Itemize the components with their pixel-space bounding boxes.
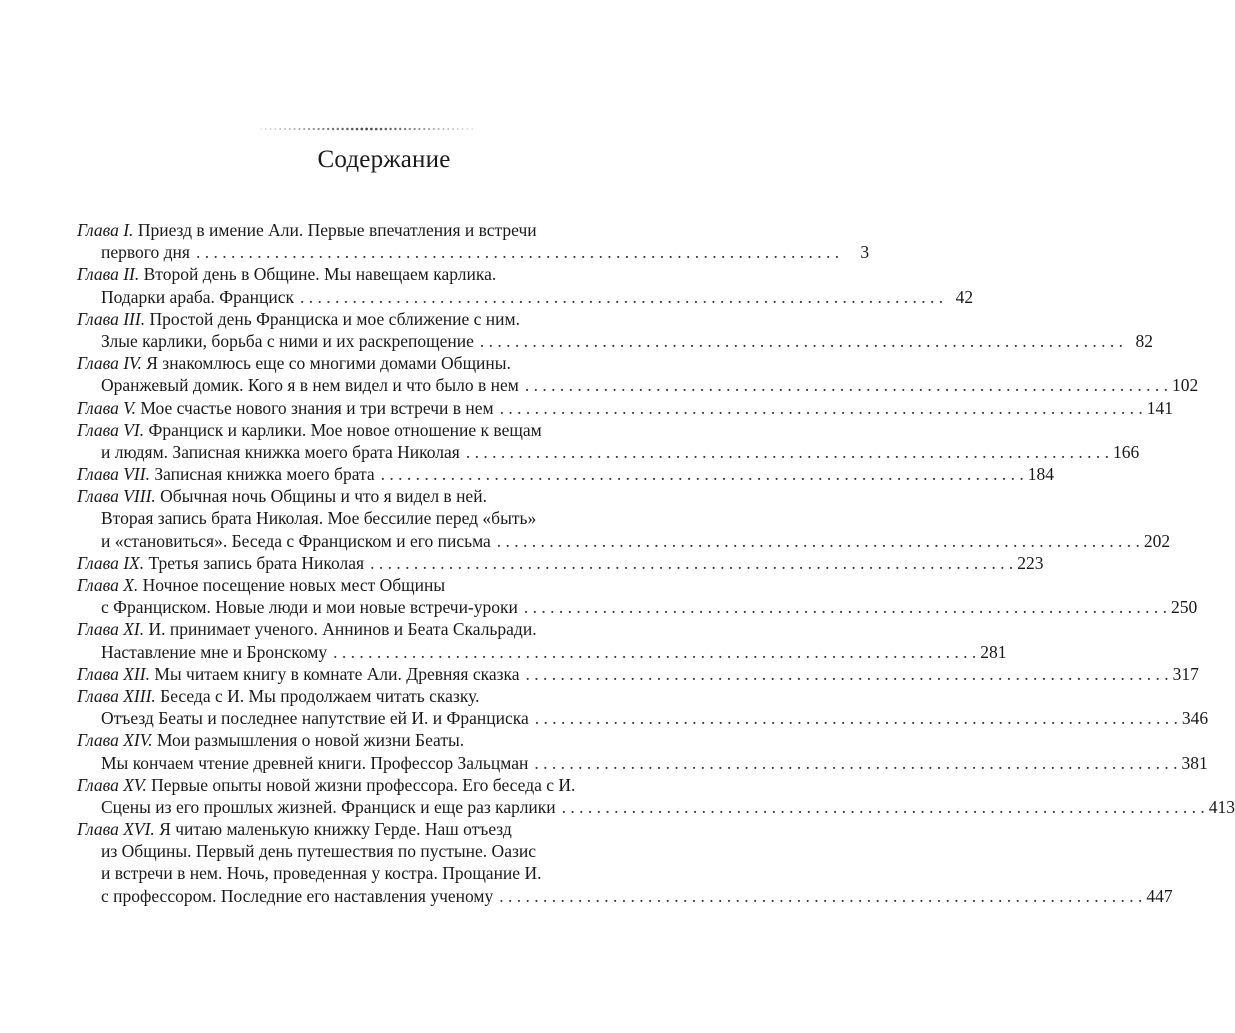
ornament-dot <box>413 128 415 130</box>
ornament-dot <box>438 128 440 130</box>
ornament-dot <box>467 128 469 130</box>
entry-title-line: Беседа с И. Мы продолжаем читать сказку. <box>160 685 480 706</box>
toc-entry <box>77 663 1199 685</box>
toc-line <box>77 419 665 441</box>
toc-row <box>101 241 870 263</box>
ornament-dot <box>327 128 329 130</box>
toc-line <box>77 574 665 596</box>
toc-line <box>77 441 1140 463</box>
toc-row <box>101 796 1235 818</box>
ornament-dot <box>289 128 291 130</box>
ornament-dot <box>274 128 276 130</box>
dot-leader <box>327 641 980 663</box>
entry-title-line: Простой день Франциска и мое сближение с ним. <box>149 308 520 329</box>
dot-leader <box>190 241 843 263</box>
ornament-dot <box>365 128 368 131</box>
page-number: 413 <box>1208 796 1235 817</box>
dot-leader <box>474 330 1127 352</box>
ornament-dot <box>298 128 300 130</box>
toc-row <box>77 397 1173 419</box>
chapter-label: Глава VIII. <box>77 486 156 507</box>
ornament-dot <box>385 128 388 131</box>
dot-leader <box>520 663 1173 685</box>
ornament-dot <box>404 128 406 130</box>
toc-line <box>77 885 1173 907</box>
chapter-label: Глава XI. <box>77 619 145 640</box>
ornament-dot <box>265 128 267 130</box>
page-number: 184 <box>1027 464 1055 485</box>
dotted-ornament <box>258 123 480 135</box>
ornament-dot <box>428 128 430 130</box>
page-number: 3 <box>860 242 870 263</box>
ornament-dot <box>303 128 305 130</box>
toc-line <box>77 485 665 507</box>
ornament-dot <box>433 128 435 130</box>
chapter-label: Глава X. <box>77 575 139 595</box>
entry-title-line: и людям. Записная книжка моего брата Николая <box>101 441 460 462</box>
entry-title-line: Сцены из его прошлых жизней. Франциск и еще раз карлики <box>101 796 556 817</box>
toc-line <box>77 374 1199 396</box>
ornament-dot <box>346 128 349 131</box>
entry-title-line: с Франциском. Новые люди и мои новые встречи-уроки <box>101 597 518 618</box>
toc-row <box>101 441 1140 463</box>
toc-line <box>77 308 665 330</box>
toc-row <box>101 707 1209 729</box>
dot-leader <box>375 463 1028 485</box>
dot-leader <box>364 552 1017 574</box>
toc-line <box>77 685 665 707</box>
toc-line <box>77 774 665 796</box>
toc-text <box>101 530 491 552</box>
ornament-dot <box>452 128 454 130</box>
ornament-dot <box>317 128 319 130</box>
entry-title-line: Я знакомлюсь еще со многими домами Общины. <box>146 353 511 374</box>
ornament-dot <box>356 128 359 131</box>
chapter-label: Глава II. <box>77 264 140 285</box>
toc-line <box>77 729 665 751</box>
page-number: 223 <box>1017 552 1044 573</box>
dot-leader <box>491 530 1144 552</box>
entry-title-line: Второй день в Общине. Мы навещаем карлика. <box>143 264 497 285</box>
ornament-dot <box>322 128 324 130</box>
chapter-label: Глава IX. <box>77 552 145 573</box>
toc-entry <box>77 618 1007 662</box>
entry-title-line: Мое счастье нового знания и три встречи в нем <box>140 397 494 418</box>
entry-title-line: Мы читаем книгу в комнате Али. Древняя сказка <box>154 663 520 684</box>
entry-title-line: Злые карлики, борьба с ними и их раскрепощение <box>101 330 474 351</box>
toc-line <box>77 286 974 308</box>
toc-entry <box>77 774 1235 818</box>
chapter-label: Глава XV. <box>77 774 147 795</box>
ornament-dot <box>260 128 262 130</box>
page-number: 202 <box>1143 530 1171 551</box>
entry-title-line: Первые опыты новой жизни профессора. Его беседа с И. <box>151 774 576 795</box>
toc-row <box>101 885 1173 907</box>
toc-line <box>77 552 1044 574</box>
toc-text <box>101 374 519 396</box>
toc-row <box>101 752 1208 774</box>
ornament-dot <box>337 128 339 130</box>
ornament-dot <box>370 128 373 131</box>
toc-line <box>77 618 665 640</box>
toc-entry <box>77 729 1208 773</box>
toc-entry <box>77 219 870 263</box>
toc-row <box>77 663 1199 685</box>
toc-entry <box>77 574 1198 618</box>
toc-line <box>77 862 665 884</box>
toc-line <box>77 840 665 862</box>
toc-text <box>101 796 556 818</box>
ornament-dot <box>332 128 334 130</box>
ornament-dot <box>457 128 459 130</box>
entry-title-line: с профессором. Последние его наставления ученому <box>101 885 494 906</box>
entry-title-line: первого дня <box>101 242 190 263</box>
ornament-dot <box>394 128 396 130</box>
ornament-dot <box>423 128 425 130</box>
entry-title-line: Третья запись брата Николая <box>148 552 365 573</box>
chapter-label: Глава III. <box>77 308 146 329</box>
toc-text <box>77 397 494 419</box>
ornament-dot <box>389 128 391 130</box>
toc-entry <box>77 419 1140 463</box>
ornament-dot <box>471 128 473 130</box>
toc-row <box>101 596 1198 618</box>
toc-text <box>77 463 375 485</box>
toc-line <box>77 530 1171 552</box>
entry-title-line: из Общины. Первый день путешествия по пустыне. Оазис <box>101 841 537 862</box>
toc-text <box>101 752 528 774</box>
entry-title-line: Приезд в имение Али. Первые впечатления и встречи <box>137 220 537 240</box>
toc-entry <box>77 263 974 307</box>
toc-text <box>101 286 294 308</box>
page-number: 166 <box>1112 441 1140 462</box>
toc-line <box>77 507 665 529</box>
ornament-dot <box>375 128 378 131</box>
toc-line <box>77 397 1173 419</box>
ornament-dot <box>418 128 420 130</box>
entry-title-line: Отъезд Беаты и последнее напутствие ей И. и Франциска <box>101 708 529 729</box>
ornament-dot <box>462 128 464 130</box>
toc-text <box>101 885 493 907</box>
dot-leader <box>529 707 1182 729</box>
chapter-label: Глава XIII. <box>77 685 156 706</box>
toc-entry <box>77 463 1055 485</box>
chapter-label: Глава XIV. <box>77 730 153 751</box>
toc-line <box>77 463 1055 485</box>
page-number: 381 <box>1181 752 1208 773</box>
ornament-dot <box>270 128 272 130</box>
toc-row <box>101 286 974 308</box>
toc-entry <box>77 552 1044 574</box>
toc-row <box>77 552 1044 574</box>
toc-text <box>77 663 520 685</box>
toc-text <box>101 241 190 263</box>
ornament-dot <box>409 128 411 130</box>
ornament-dot <box>447 128 449 130</box>
dot-leader <box>493 885 1146 907</box>
ornament-dot <box>313 128 315 130</box>
entry-title-line: Подарки араба. Франциск <box>101 286 294 307</box>
toc-line <box>77 219 665 241</box>
entry-title-line: Ночное посещение новых мест Общины <box>142 575 446 595</box>
ornament-dot <box>341 128 343 130</box>
toc-row <box>77 463 1055 485</box>
ornament-dot <box>442 128 444 130</box>
toc-text <box>101 441 460 463</box>
ornament-dot <box>351 128 354 131</box>
toc-text <box>101 330 474 352</box>
toc-entry <box>77 308 1154 352</box>
ornament-dot <box>360 128 363 131</box>
page-number: 42 <box>955 286 974 307</box>
chapter-label: Глава VII. <box>77 464 150 485</box>
entry-title-line: Я читаю маленькую книжку Герде. Наш отъезд <box>159 819 512 840</box>
toc-line <box>77 596 1198 618</box>
table-of-contents <box>77 219 1235 907</box>
entry-title-line: Вторая запись брата Николая. Мое бессилие перед «быть» <box>101 508 537 529</box>
dot-leader <box>518 596 1171 618</box>
toc-entry <box>77 685 1209 729</box>
page-title: Содержание <box>317 146 451 173</box>
chapter-label: Глава V. <box>77 397 137 418</box>
toc-text <box>101 596 518 618</box>
toc-line <box>77 818 665 840</box>
toc-line <box>77 796 1235 818</box>
toc-entry <box>77 352 1199 396</box>
page-number: 250 <box>1171 597 1198 618</box>
toc-text <box>101 707 529 729</box>
ornament-dot <box>399 128 401 130</box>
dot-leader <box>294 286 947 308</box>
toc-entry <box>77 818 1173 907</box>
page-number: 346 <box>1181 708 1209 729</box>
dot-leader <box>460 441 1113 463</box>
toc-line <box>77 241 870 263</box>
entry-title-line: и встречи в нем. Ночь, проведенная у костра. Прощание И. <box>101 863 542 884</box>
chapter-label: Глава I. <box>77 220 134 240</box>
page-number: 281 <box>980 641 1007 662</box>
toc-line <box>77 263 665 285</box>
page-number: 141 <box>1146 397 1173 418</box>
toc-line <box>77 663 1199 685</box>
page-number: 317 <box>1172 663 1199 684</box>
entry-title-line: И. принимает ученого. Аннинов и Беата Скальради. <box>148 619 537 640</box>
page-number: 102 <box>1171 375 1199 396</box>
entry-title-line: и «становиться». Беседа с Франциском и его письма <box>101 530 491 551</box>
entry-title-line: Мы кончаем чтение древней книги. Профессор Зальцман <box>101 752 529 773</box>
toc-text <box>77 552 364 574</box>
toc-entry <box>77 485 1171 552</box>
toc-line <box>77 707 1209 729</box>
chapter-label: Глава IV. <box>77 353 142 374</box>
chapter-label: Глава XII. <box>77 663 150 684</box>
toc-row <box>101 330 1154 352</box>
entry-title-line: Франциск и карлики. Мое новое отношение к вещам <box>148 419 542 440</box>
ornament-dot <box>284 128 286 130</box>
dot-leader <box>556 796 1209 818</box>
dot-leader <box>528 752 1181 774</box>
chapter-label: Глава VI. <box>77 419 145 440</box>
page-number: 82 <box>1135 330 1154 351</box>
toc-line <box>77 330 1154 352</box>
ornament-dot <box>380 128 383 131</box>
entry-title-line: Записная книжка моего брата <box>154 464 375 485</box>
dot-leader <box>519 374 1172 396</box>
toc-entry <box>77 397 1173 419</box>
chapter-label: Глава XVI. <box>77 819 155 840</box>
toc-row <box>101 641 1007 663</box>
toc-text <box>101 641 327 663</box>
toc-line <box>77 752 1208 774</box>
entry-title-line: Обычная ночь Общины и что я видел в ней. <box>160 486 487 507</box>
page-number: 447 <box>1146 885 1173 906</box>
ornament-dot <box>294 128 296 130</box>
entry-title-line: Мои размышления о новой жизни Беаты. <box>156 730 465 751</box>
dot-leader <box>494 397 1147 419</box>
ornament-dot <box>308 128 310 130</box>
ornament-dot <box>279 128 281 130</box>
toc-row <box>101 530 1171 552</box>
toc-line <box>77 352 665 374</box>
entry-title-line: Оранжевый домик. Кого я в нем видел и что было в нем <box>101 375 519 396</box>
toc-row <box>101 374 1199 396</box>
toc-line <box>77 641 1007 663</box>
entry-title-line: Наставление мне и Бронскому <box>101 641 328 662</box>
